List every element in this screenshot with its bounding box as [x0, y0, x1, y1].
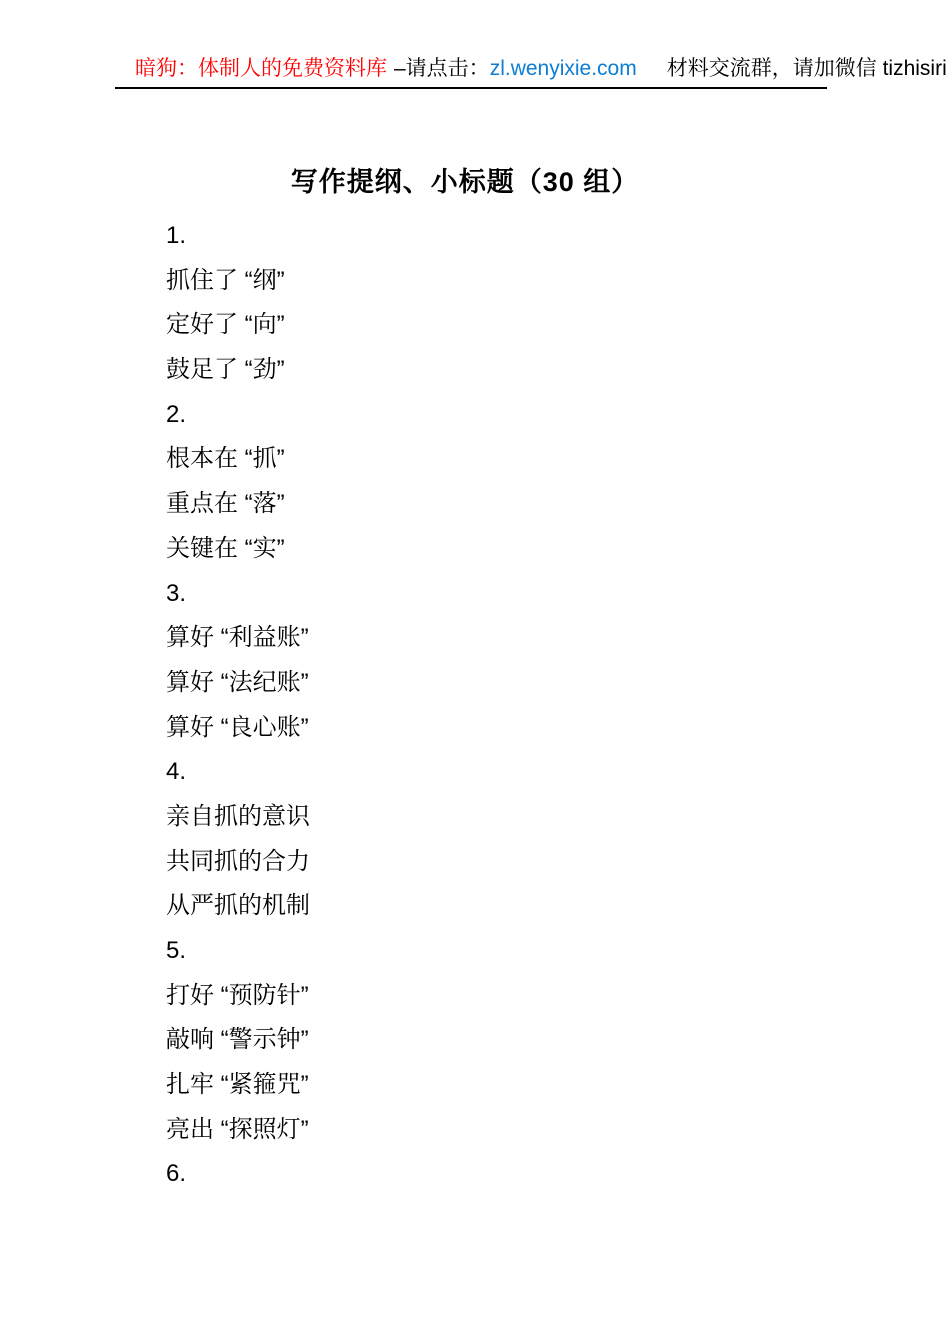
outline-line: 定好了 “向” — [166, 311, 285, 339]
outline-line: 根本在 “抓” — [166, 445, 285, 473]
outline-line: 亲自抓的意识 — [166, 802, 310, 830]
outline-line: 5. — [166, 937, 187, 964]
outline-line: 重点在 “落” — [166, 490, 285, 518]
outline-line: 打好 “预防针” — [166, 981, 309, 1009]
outline-line: 算好 “良心账” — [166, 713, 309, 741]
outline-line: 2. — [166, 400, 187, 428]
page-title: 写作提纲、小标题（30 组） — [290, 167, 640, 197]
outline-line: 6. — [166, 1160, 187, 1188]
outline-line: 从严抓的机制 — [166, 892, 310, 920]
outline-line: 抓住了 “纲” — [166, 266, 285, 294]
outline-line: 4. — [166, 758, 187, 786]
outline-list — [166, 214, 866, 1197]
header-link-prefix: –请点击： — [394, 57, 490, 80]
outline-line: 算好 “利益账” — [166, 624, 309, 652]
outline-line: 关键在 “实” — [166, 534, 285, 562]
outline-line: 敲响 “警示钟” — [166, 1026, 309, 1054]
outline-line: 3. — [166, 579, 187, 607]
header-site-link[interactable]: zl.wenyixie.com — [489, 57, 637, 80]
outline-line: 共同抓的合力 — [166, 847, 310, 875]
page-header — [135, 56, 947, 82]
header-brand-text: 暗狗：体制人的免费资料库 — [135, 57, 387, 80]
outline-line: 扎牢 “紧箍咒” — [166, 1071, 309, 1099]
header-divider — [115, 87, 827, 89]
outline-line: 鼓足了 “劲” — [166, 356, 285, 384]
outline-line: 亮出 “探照灯” — [166, 1115, 309, 1143]
header-contact-text: 材料交流群，请加微信 tizhisiri — [666, 57, 947, 80]
outline-line: 算好 “法纪账” — [166, 668, 309, 696]
outline-line: 1. — [166, 222, 187, 249]
